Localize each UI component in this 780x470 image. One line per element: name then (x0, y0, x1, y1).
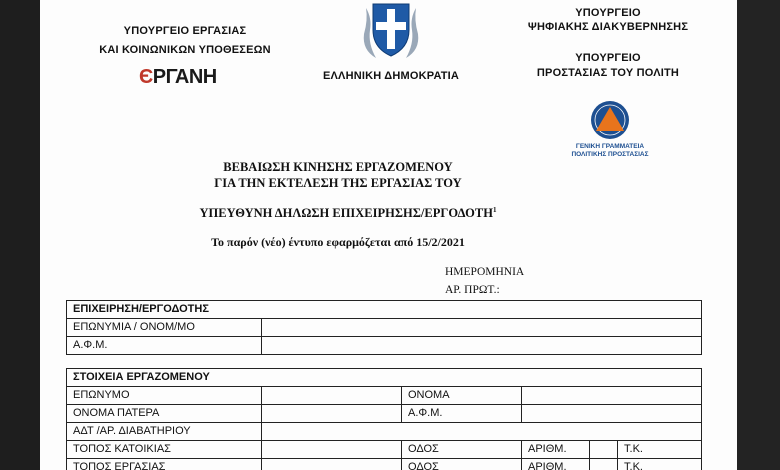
doc-subtitle-text: ΥΠΕΥΘΥΝΗ ΔΗΛΩΣΗ ΕΠΙΧΕΙΡΗΣΗΣ/ΕΡΓΟΔΟΤΗ (199, 206, 493, 221)
residence-street-label: ΟΔΟΣ (402, 441, 522, 459)
residence-number-label: ΑΡΙΘΜ. (522, 441, 590, 459)
employer-table (66, 300, 702, 355)
employee-afm-field[interactable] (522, 405, 702, 423)
work-location-field[interactable] (262, 459, 402, 470)
employer-afm-label: Α.Φ.Μ. (67, 337, 262, 355)
footnote-marker: 1 (492, 206, 497, 214)
table-row (67, 301, 702, 319)
greek-coat-of-arms-icon (358, 0, 424, 64)
document-page (40, 0, 737, 470)
ministry-labour-line2: ΚΑΙ ΚΟΙΝΩΝΙΚΩΝ ΥΠΟΘΕΣΕΩΝ (99, 44, 271, 56)
hellenic-republic-label: ΕΛΛΗΝΙΚΗ ΔΗΜΟΚΡΑΤΙΑ (322, 70, 460, 82)
table-row (67, 405, 702, 423)
employee-afm-label: Α.Φ.Μ. (402, 405, 522, 423)
employee-id-field[interactable] (262, 423, 702, 441)
protocol-number-label: ΑΡ. ΠΡΩΤ.: (445, 284, 500, 296)
table-row (67, 441, 702, 459)
employer-section-title: ΕΠΙΧΕΙΡΗΣΗ/ΕΡΓΟΔΟΤΗΣ (67, 301, 702, 319)
residence-number-field[interactable] (590, 441, 618, 459)
employer-afm-field[interactable] (262, 337, 702, 355)
residence-postcode-label: Τ.Κ. (618, 441, 702, 459)
table-row (67, 369, 702, 387)
employee-father-label: ΟΝΟΜΑ ΠΑΤΕΡΑ (67, 405, 262, 423)
employee-section-title: ΣΤΟΙΧΕΙΑ ΕΡΓΑΖΟΜΕΝΟΥ (67, 369, 702, 387)
ministry-protection-line1: ΥΠΟΥΡΓΕΙΟ (575, 52, 641, 64)
employee-name-label: ΟΝΟΜΑ (402, 387, 522, 405)
employee-father-field[interactable] (262, 405, 402, 423)
doc-subtitle (178, 206, 518, 221)
employer-name-label: ΕΠΩΝΥΜΙΑ / ΟΝΟΜ/ΜΟ (67, 319, 262, 337)
civil-protection-logo-icon (581, 100, 639, 140)
civil-protection-line2: ΠΟΛΙΤΙΚΗΣ ΠΡΟΣΤΑΣΙΑΣ (571, 151, 649, 158)
ministry-digital-line2: ΨΗΦΙΑΚΗΣ ΔΙΑΚΥΒΕΡΝΗΣΗΣ (527, 21, 689, 33)
employee-table (66, 368, 702, 470)
employee-surname-field[interactable] (262, 387, 402, 405)
residence-label: ΤΟΠΟΣ ΚΑΤΟΙΚΙΑΣ (67, 441, 262, 459)
ministry-digital-line1: ΥΠΟΥΡΓΕΙΟ (575, 7, 641, 19)
civil-protection-line1: ΓΕΝΙΚΗ ΓΡΑΜΜΑΤΕΙΑ (575, 143, 645, 150)
employee-name-field[interactable] (522, 387, 702, 405)
work-postcode-label: Τ.Κ. (618, 459, 702, 470)
ergani-logo: ЄΡΓΑΝΗ (139, 66, 217, 88)
residence-field[interactable] (262, 441, 402, 459)
table-row (67, 459, 702, 470)
employer-name-field[interactable] (262, 319, 702, 337)
work-number-field[interactable] (590, 459, 618, 470)
ministry-protection-line2: ΠΡΟΣΤΑΣΙΑΣ ΤΟΥ ΠΟΛΙΤΗ (536, 67, 680, 79)
effective-date-note: Το παρόν (νέο) έντυπο εφαρμόζεται από 15/2/2021 (211, 235, 465, 249)
doc-title-line2: ΓΙΑ ΤΗΝ ΕΚΤΕΛΕΣΗ ΤΗΣ ΕΡΓΑΣΙΑΣ ΤΟΥ (214, 176, 462, 190)
ministry-labour-line1: ΥΠΟΥΡΓΕΙΟ ΕΡΓΑΣΙΑΣ (123, 25, 247, 37)
employee-surname-label: ΕΠΩΝΥΜΟ (67, 387, 262, 405)
table-row (67, 319, 702, 337)
employee-id-label: ΑΔΤ /ΑΡ. ΔΙΑΒΑΤΗΡΙΟΥ (67, 423, 262, 441)
viewer-right-margin (737, 0, 780, 470)
viewer-left-margin (0, 0, 40, 470)
table-row (67, 387, 702, 405)
date-label: ΗΜΕΡΟΜΗΝΙΑ (445, 266, 525, 278)
doc-title-line1: ΒΕΒΑΙΩΣΗ ΚΙΝΗΣΗΣ ΕΡΓΑΖΟΜΕΝΟΥ (223, 160, 453, 174)
work-street-label: ΟΔΟΣ (402, 459, 522, 470)
table-row (67, 337, 702, 355)
work-location-label: ΤΟΠΟΣ ΕΡΓΑΣΙΑΣ (67, 459, 262, 470)
work-number-label: ΑΡΙΘΜ. (522, 459, 590, 470)
table-row (67, 423, 702, 441)
